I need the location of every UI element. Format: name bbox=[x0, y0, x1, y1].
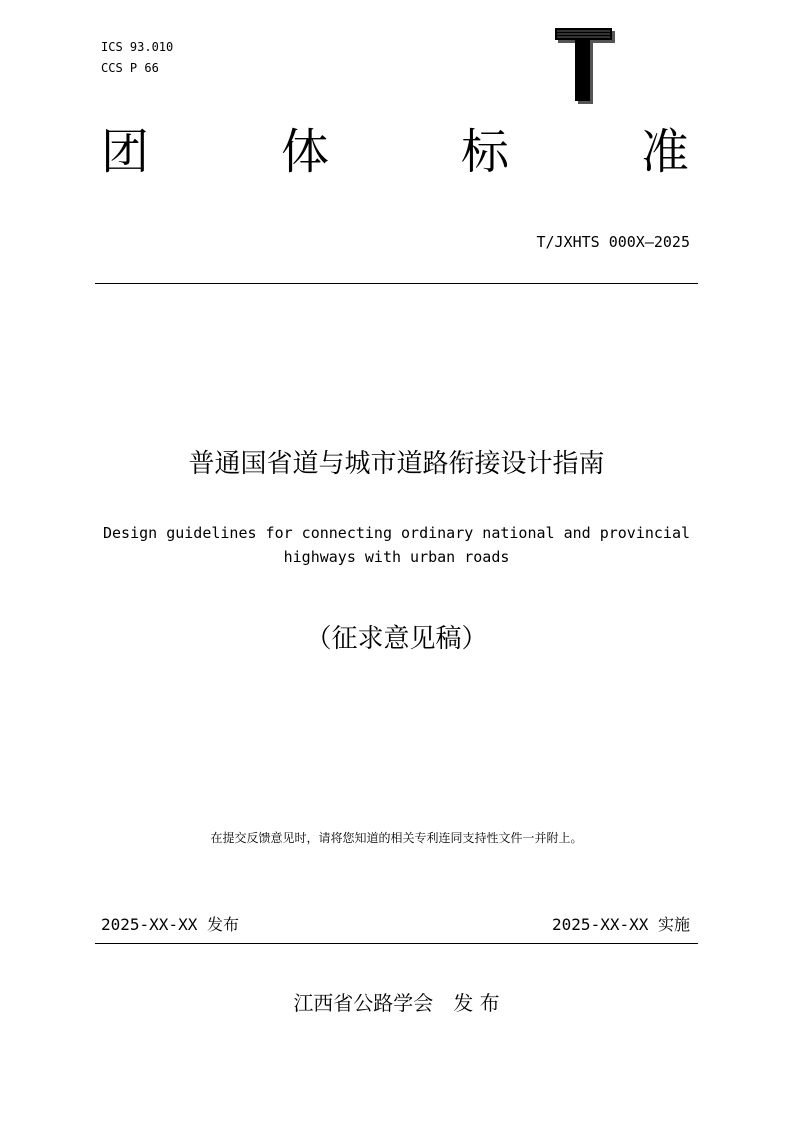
title-english bbox=[90, 521, 703, 569]
ccs-code: CCS P 66 bbox=[101, 61, 159, 75]
doc-type-char: 标 bbox=[461, 124, 510, 180]
doc-type-char: 团 bbox=[101, 124, 150, 180]
publish-date: 2025-XX-XX 发布 bbox=[101, 915, 239, 934]
standard-number: T/JXHTS 000X—2025 bbox=[536, 233, 690, 251]
title-english-line: Design guidelines for connecting ordinary national and provincial bbox=[103, 524, 690, 542]
ics-code: ICS 93.010 bbox=[101, 40, 174, 54]
publisher: 江西省公路学会 发 布 bbox=[293, 991, 500, 1015]
standard-t-logo bbox=[553, 26, 615, 104]
draft-label: （征求意见稿） bbox=[305, 624, 488, 654]
doc-type-char: 体 bbox=[281, 124, 330, 180]
title-chinese: 普通国省道与城市道路衔接设计指南 bbox=[188, 449, 605, 479]
top-divider bbox=[95, 283, 698, 284]
doc-type-char: 准 bbox=[641, 124, 690, 180]
document-type bbox=[101, 122, 701, 182]
bottom-divider bbox=[95, 943, 698, 944]
implement-date: 2025-XX-XX 实施 bbox=[552, 915, 690, 934]
title-english-line: highways with urban roads bbox=[283, 548, 510, 566]
patent-notice: 在提交反馈意见时，请将您知道的相关专利连同支持性文件一并附上。 bbox=[210, 831, 583, 845]
